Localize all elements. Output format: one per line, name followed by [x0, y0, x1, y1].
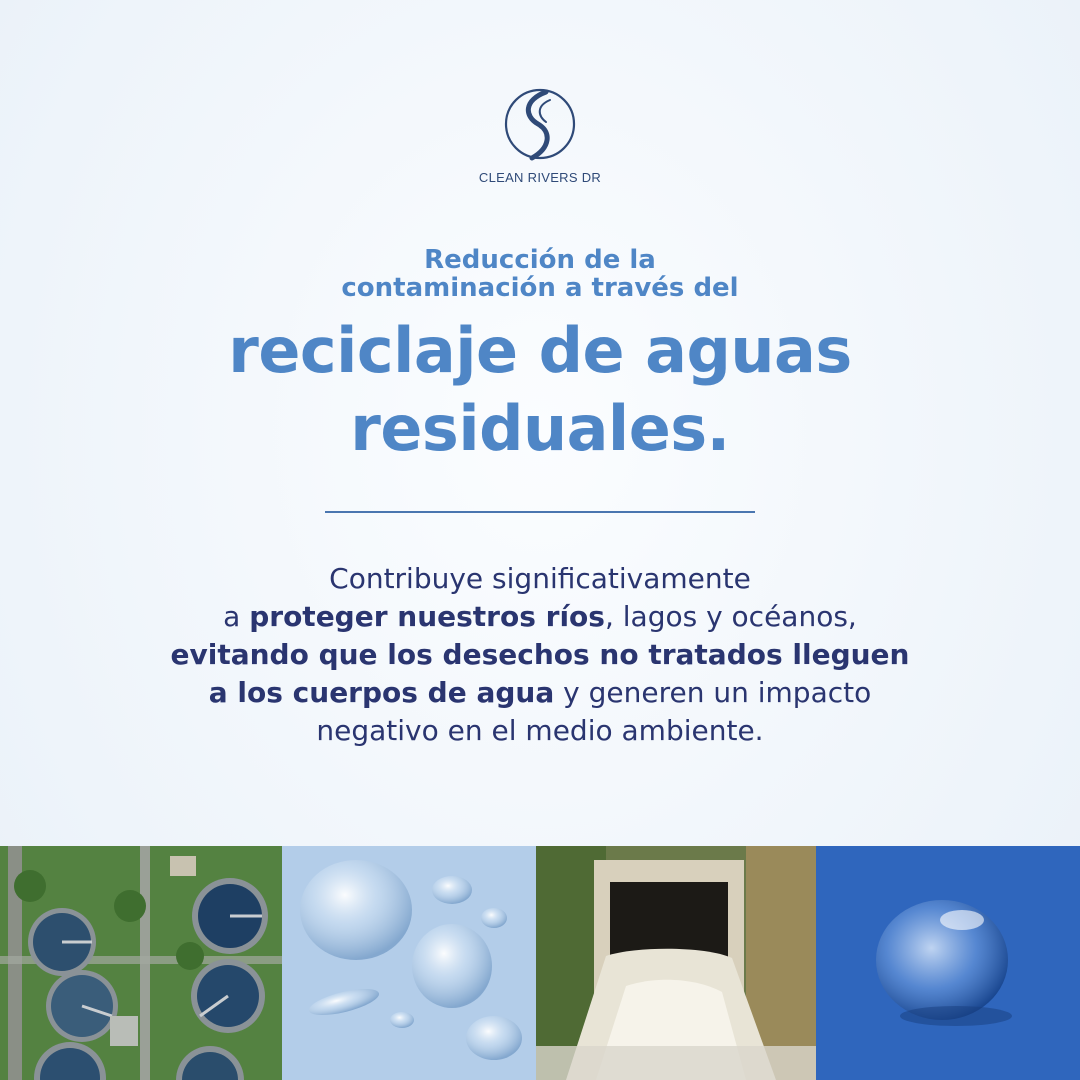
body-line-2: [0, 598, 1080, 636]
body-paragraph: [0, 560, 1080, 750]
subtitle-line-1: Reducción de la: [424, 245, 656, 275]
body-line-5: negativo en el medio ambiente.: [316, 714, 764, 747]
body-line-2-post: , lagos y océanos,: [604, 600, 857, 633]
body-line-4: [0, 674, 1080, 712]
body-line-3: [0, 636, 1080, 674]
wastewater-treatment-plant-aerial: [0, 846, 282, 1080]
title-line-1: reciclaje de aguas: [228, 314, 852, 387]
drainage-outfall-waterfall: [536, 846, 816, 1080]
headline-subtitle: [0, 246, 1080, 302]
water-drop-swirl-logo-icon: [502, 86, 578, 162]
body-line-2-bold: proteger nuestros ríos: [249, 600, 605, 633]
photo-strip: [0, 846, 1080, 1080]
subtitle-line-2: contaminación a través del: [341, 273, 739, 303]
body-line-1: Contribuye significativamente: [329, 562, 751, 595]
headline-title: [0, 312, 1080, 468]
title-line-2: residuales.: [350, 392, 730, 465]
body-line-4-bold: a los cuerpos de agua: [208, 676, 555, 709]
body-line-4-post: y generen un impacto: [554, 676, 872, 709]
divider-line: [325, 511, 755, 513]
body-line-3-bold: evitando que los desechos no tratados lleguen: [170, 638, 910, 671]
brand-name: CLEAN RIVERS DR: [478, 170, 602, 185]
brand-logo: [0, 86, 1080, 185]
water-drop-royal-blue: [816, 846, 1080, 1080]
body-line-2-pre: a: [223, 600, 250, 633]
water-droplets-light-blue: [282, 846, 536, 1080]
